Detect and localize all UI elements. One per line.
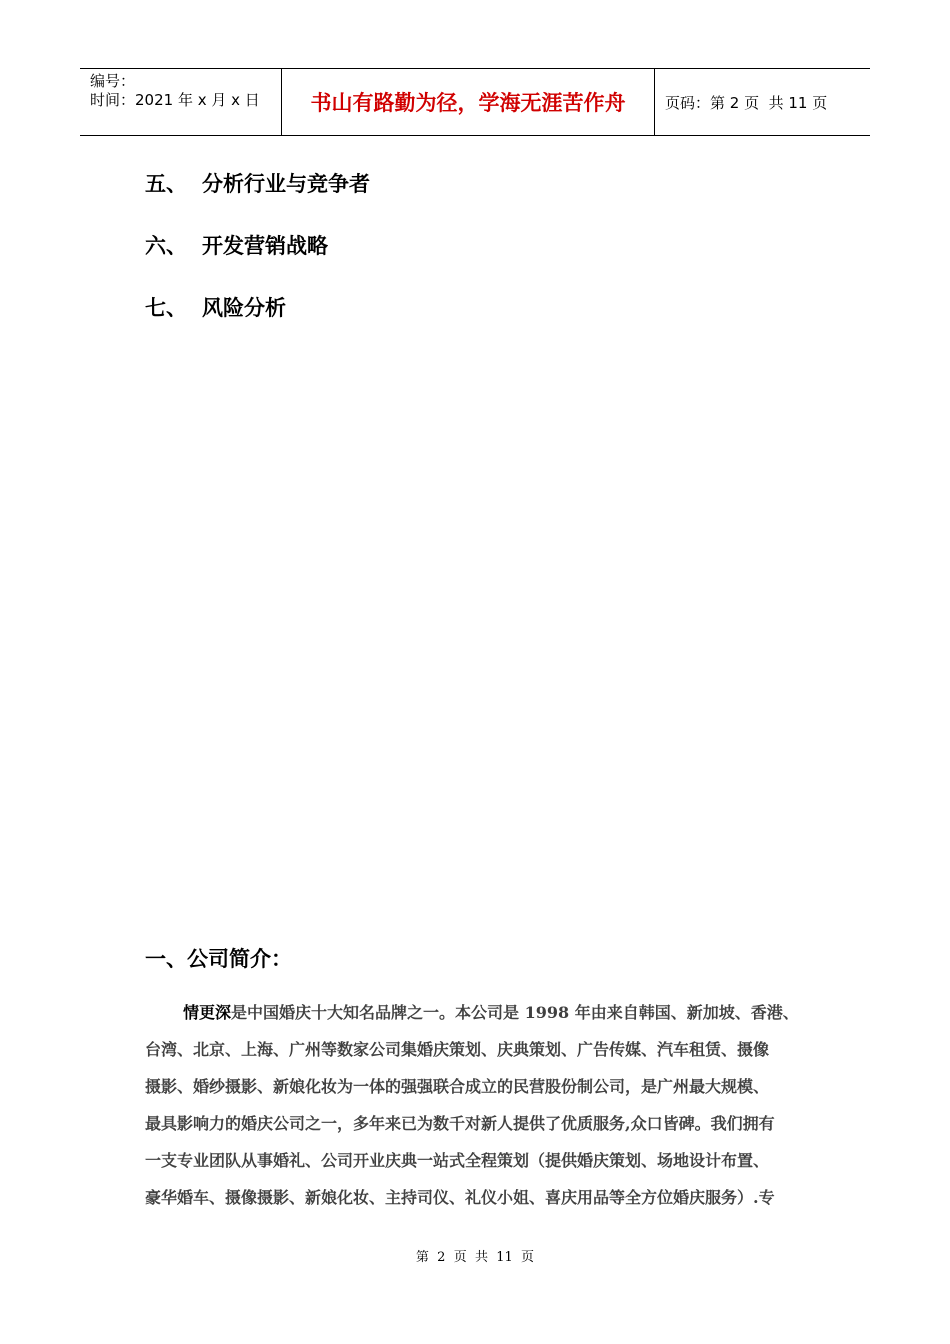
- header-meta: [80, 69, 282, 135]
- page-footer: 第 2 页 共 11 页: [415, 1250, 535, 1265]
- paragraph-line: 一支专业团队从事婚礼、公司开业庆典一站式全程策划（提供婚庆策划、场地设计布置、: [145, 1151, 770, 1170]
- document-number-label: 编号：: [90, 72, 136, 90]
- company-intro-paragraph: [145, 994, 813, 1216]
- paragraph-line: 豪华婚车、摄像摄影、新娘化妆、主持司仪、礼仪小姐、喜庆用品等全方位婚庆服务）.专: [145, 1188, 775, 1207]
- toc-item-number: 七、: [145, 296, 187, 320]
- toc-item: [145, 168, 370, 230]
- toc-item-text: 风险分析: [202, 296, 286, 320]
- toc-item: [145, 292, 370, 354]
- table-of-contents: [145, 168, 370, 354]
- page-header: [80, 68, 870, 136]
- toc-item-number: 六、: [145, 234, 187, 258]
- header-motto: 书山有路勤为径，学海无涯苦作舟: [282, 69, 655, 135]
- paragraph-line: 最具影响力的婚庆公司之一，多年来已为数千对新人提供了优质服务,众口皆碑。我们拥有: [145, 1114, 775, 1133]
- toc-item: [145, 230, 370, 292]
- paragraph-line: 台湾、北京、上海、广州等数家公司集婚庆策划、庆典策划、广告传媒、汽车租赁、摄像: [145, 1040, 770, 1059]
- paragraph-line: 摄影、婚纱摄影、新娘化妆为一体的强强联合成立的民营股份制公司，是广州最大规模、: [145, 1077, 770, 1096]
- section-heading: 一、公司简介：: [145, 947, 292, 971]
- document-date: 时间：2021 年 x 月 x 日: [90, 91, 260, 109]
- paragraph-line: [145, 994, 813, 1031]
- toc-item-text: 开发营销战略: [202, 234, 328, 258]
- toc-item-text: 分析行业与竞争者: [202, 172, 370, 196]
- header-page-info: [655, 69, 870, 135]
- brand-name: 情更深: [183, 1003, 232, 1022]
- paragraph-line-text: 是中国婚庆十大知名品牌之一。本公司是 1998 年由来自韩国、新加坡、香港、: [231, 1003, 799, 1022]
- toc-item-number: 五、: [145, 172, 187, 196]
- page-number-label: 页码：第 2 页 共 11 页: [665, 93, 828, 112]
